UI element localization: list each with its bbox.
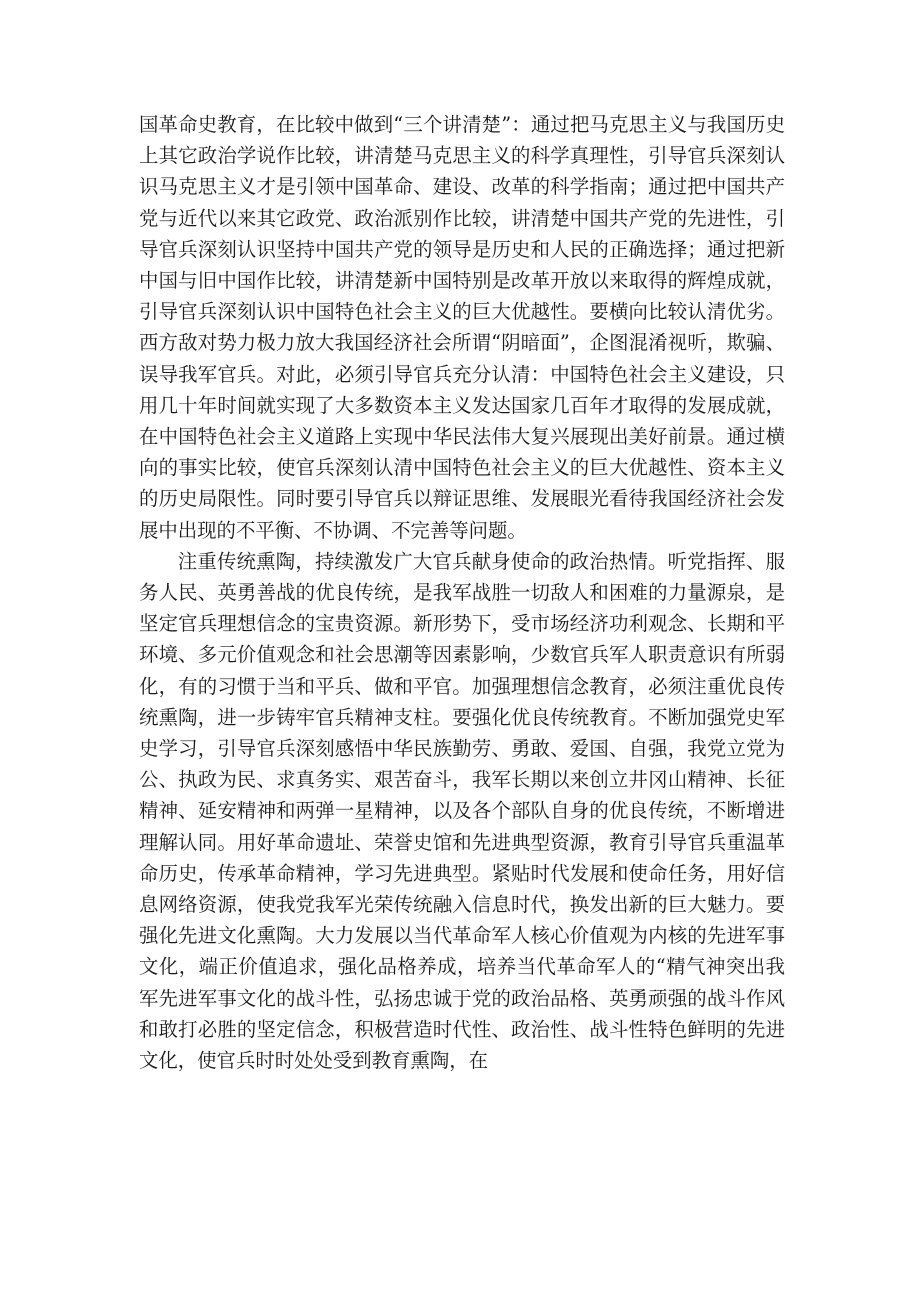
document-body: [139, 109, 785, 1076]
paragraph-continued: 国革命史教育，在比较中做到“三个讲清楚”：通过把马克思主义与我国历史上其它政治学说作比较，讲清楚马克思主义的科学真理性，引导官兵深刻认识马克思主义才是引领中国革命、建设、改革的科学指南；通过把中国共产党与近代以来其它政党、政治派别作比较，讲清楚中国共产党的先进性，引导官兵深刻认识坚持中国共产党的领导是历史和人民的正确选择；通过把新中国与旧中国作比较，讲清楚新中国特别是改革开放以来取得的辉煌成就，引导官兵深刻认识中国特色社会主义的巨大优越性。要横向比较认清优劣。西方敌对势力极力放大我国经济社会所谓“阴暗面”，企图混淆视听，欺骗、误导我军官兵。对此，必须引导官兵充分认清：中国特色社会主义建设，只用几十年时间就实现了大多数资本主义发达国家几百年才取得的发展成就，在中国特色社会主义道路上实现中华民法伟大复兴展现出美好前景。通过横向的事实比较，使官兵深刻认清中国特色社会主义的巨大优越性、资本主义的历史局限性。同时要引导官兵以辩证思维、发展眼光看待我国经济社会发展中出现的不平衡、不协调、不完善等问题。: [139, 113, 785, 542]
paragraph-tradition: 注重传统熏陶，持续激发广大官兵献身使命的政治热情。听党指挥、服务人民、英勇善战的优良传统，是我军战胜一切敌人和困难的力量源泉，是坚定官兵理想信念的宝贵资源。新形势下，受市场经济功利观念、长期和平环境、多元价值观念和社会思潮等因素影响，少数官兵军人职责意识有所弱化，有的习惯于当和平兵、做和平官。加强理想信念教育，必须注重优良传统熏陶，进一步铸牢官兵精神支柱。要强化优良传统教育。不断加强党史军史学习，引导官兵深刻感悟中华民族勤劳、勇敢、爱国、自强，我党立党为公、执政为民、求真务实、艰苦奋斗，我军长期以来创立井冈山精神、长征精神、延安精神和两弹一星精神，以及各个部队自身的优良传统，不断增进理解认同。用好革命遗址、荣誉史馆和先进典型资源，教育引导官兵重温革命历史，传承革命精神，学习先进典型。紧贴时代发展和使命任务，用好信息网络资源，使我党我军光荣传统融入信息时代，换发出新的巨大魅力。要强化先进文化熏陶。大力发展以当代革命军人核心价值观为内核的先进军事文化，端正价值追求，强化品格养成，培养当代革命军人的“精气神突出我军先进军事文化的战斗性，弘扬忠诚于党的政治品格、英勇顽强的战斗作风和敢打必胜的坚定信念，积极营造时代性、政治性、战斗性特色鲜明的先进文化，使官兵时时处处受到教育熏陶，在: [139, 549, 785, 1073]
